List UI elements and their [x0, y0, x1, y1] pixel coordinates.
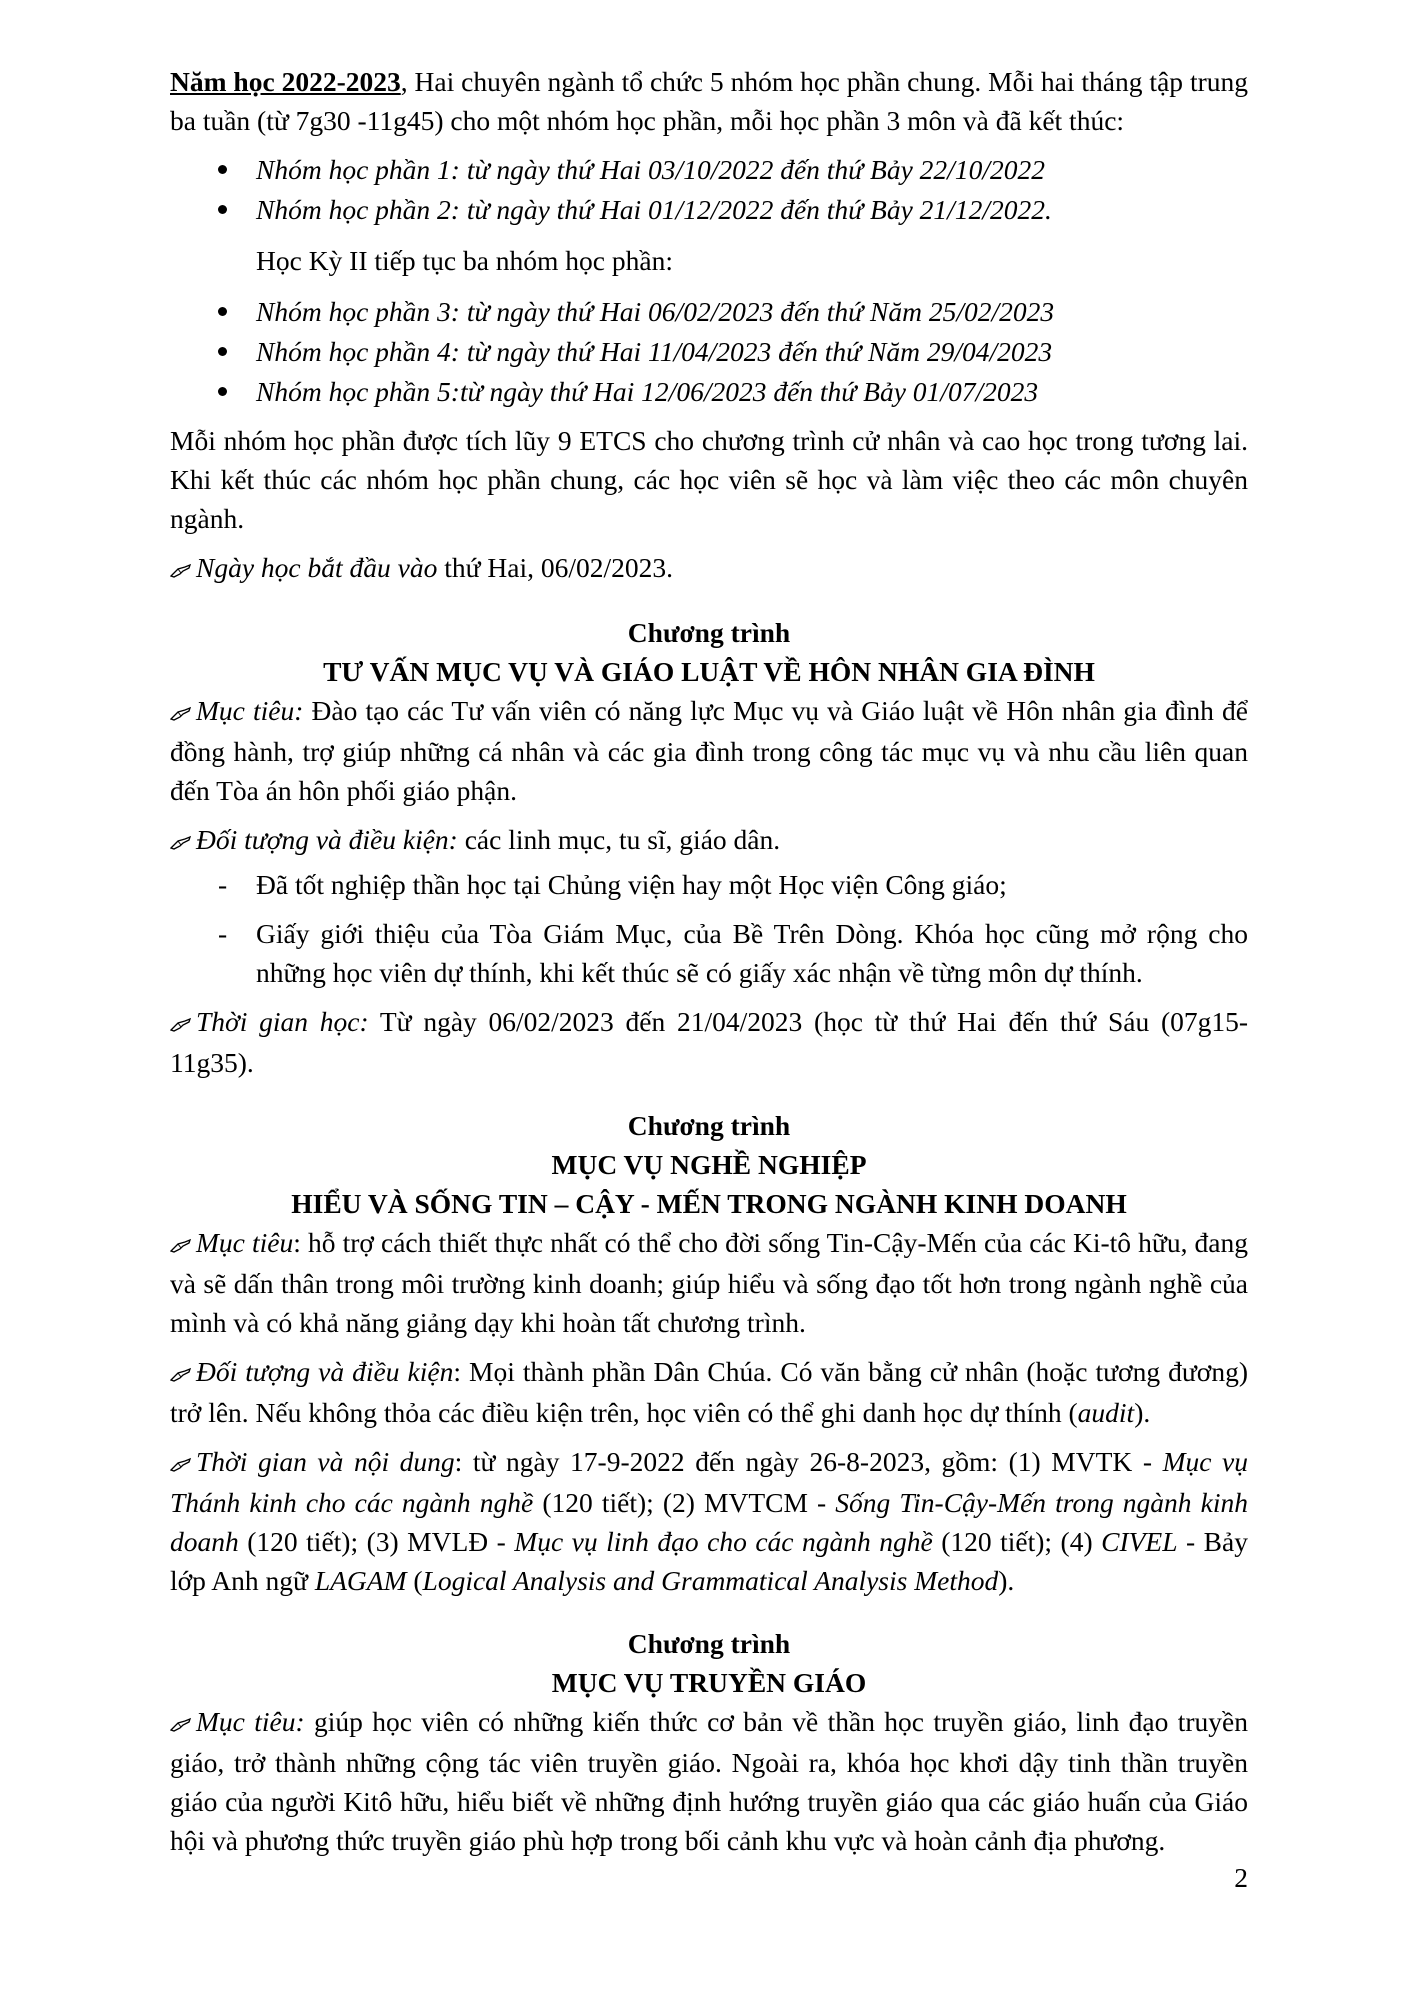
time-text: (120 tiết); (4): [932, 1526, 1102, 1557]
program2-title: [170, 1106, 1248, 1223]
program3-goal: [170, 1702, 1248, 1860]
program-subtitle: HIỂU VÀ SỐNG TIN – CẬY - MẾN TRONG NGÀNH KINH DOANH: [291, 1188, 1127, 1219]
start-label: Ngày học bắt đầu vào: [196, 552, 438, 583]
target-end: ).: [1134, 1397, 1151, 1428]
audit-term: audit: [1077, 1397, 1135, 1428]
program-heading: Chương trình: [627, 1110, 791, 1141]
program1-conditions: [170, 865, 1248, 992]
list-item: Nhóm học phần 2: từ ngày thứ Hai 01/12/2022 đến thứ Bảy 21/12/2022.: [170, 190, 1248, 229]
writing-hand-icon: [170, 550, 192, 589]
program-name: MỤC VỤ NGHỀ NGHIỆP: [551, 1149, 867, 1180]
start-date: [170, 548, 1248, 589]
page-number: 2: [1234, 1862, 1248, 1893]
time-text: (120 tiết); (3) MVLĐ -: [238, 1526, 515, 1557]
course-code: CIVEL: [1101, 1526, 1178, 1557]
ects-paragraph: Mỗi nhóm học phần được tích lũy 9 ETCS cho chương trình cử nhân và cao học trong tương lai. Khi kết thúc các nhóm học phần chung, các học viên sẽ học và làm việc theo các môn chuyên ngành.: [170, 425, 1248, 534]
program2-target: [170, 1352, 1248, 1432]
course-code: LAGAM: [314, 1565, 407, 1596]
school-year: Năm học 2022-2023: [170, 66, 401, 97]
semester2-list: [170, 292, 1248, 411]
course-name: Mục vụ Thánh kinh cho các ngành nghề: [170, 1446, 1248, 1518]
intro-text: , Hai chuyên ngành tổ chức 5 nhóm học phần chung. Mỗi hai tháng tập trung ba tuần (từ 7g30 -11g45) cho một nhóm học phần, mỗi học phần 3 môn và đã kết thúc:: [170, 66, 1248, 136]
course-name: Mục vụ linh đạo cho các ngành nghề: [514, 1526, 933, 1557]
writing-hand-icon: [170, 822, 192, 861]
writing-hand-icon: [170, 1354, 192, 1393]
target-text: các linh mục, tu sĩ, giáo dân.: [457, 824, 781, 855]
time-text: - Bảy lớp Anh ngữ: [170, 1526, 1248, 1596]
semester1-list: [170, 150, 1248, 229]
target-text: : Mọi thành phần Dân Chúa. Có văn bằng cử nhân (hoặc tương đương) trở lên. Nếu không thỏa các điều kiện trên, học viên có thể ghi danh học dự thính (: [170, 1356, 1248, 1428]
writing-hand-icon: [170, 1225, 192, 1264]
program3-title: [170, 1624, 1248, 1702]
time-label: Thời gian học:: [196, 1006, 369, 1037]
time-text: : từ ngày 17-9-2022 đến ngày 26-8-2023, gồm: (1) MVTK -: [454, 1446, 1163, 1477]
list-item: Nhóm học phần 3: từ ngày thứ Hai 06/02/2023 đến thứ Năm 25/02/2023: [170, 292, 1248, 331]
writing-hand-icon: [170, 693, 192, 732]
course-name: Logical Analysis and Grammatical Analysis Method: [422, 1565, 999, 1596]
goal-text: Đào tạo các Tư vấn viên có năng lực Mục vụ và Giáo luật về Hôn nhân gia đình để đồng hành, trợ giúp những cá nhân và các gia đình trong công tác mục vụ và nhu cầu liên quan đến Tòa án hôn phối giáo phận.: [170, 695, 1248, 806]
program-name: TƯ VẤN MỤC VỤ VÀ GIÁO LUẬT VỀ HÔN NHÂN GIA ĐÌNH: [323, 656, 1095, 687]
goal-text: giúp học viên có những kiến thức cơ bản về thần học truyền giáo, linh đạo truyền giáo, trở thành những cộng tác viên truyền giáo. Ngoài ra, khóa học khơi dậy tinh thần truyền giáo của người Kitô hữu, hiểu biết về những định hướng truyền giáo qua các giáo huấn của Giáo hội và phương thức truyền giáo phù hợp trong bối cảnh khu vực và hoàn cảnh địa phương.: [170, 1706, 1249, 1856]
list-item: Nhóm học phần 5:từ ngày thứ Hai 12/06/2023 đến thứ Bảy 01/07/2023: [170, 372, 1248, 411]
goal-label: Mục tiêu:: [196, 695, 304, 726]
time-text: (: [406, 1565, 423, 1596]
writing-hand-icon: [170, 1704, 192, 1743]
intro-paragraph: [170, 62, 1248, 140]
target-label: Đối tượng và điều kiện: [196, 1356, 454, 1387]
program-heading: Chương trình: [627, 1628, 791, 1659]
list-item: - Đã tốt nghiệp thần học tại Chủng viện hay một Học viện Công giáo;: [170, 865, 1248, 904]
program1-target: [170, 820, 1248, 861]
list-item: Nhóm học phần 4: từ ngày thứ Hai 11/04/2023 đến thứ Năm 29/04/2023: [170, 332, 1248, 371]
program1-goal: [170, 691, 1248, 810]
program1-title: [170, 613, 1248, 691]
writing-hand-icon: [170, 1004, 192, 1043]
goal-label: Mục tiêu: [196, 1227, 294, 1258]
list-item: - Giấy giới thiệu của Tòa Giám Mục, của Bề Trên Dòng. Khóa học cũng mở rộng cho những học viên dự thính, khi kết thúc sẽ có giấy xác nhận về từng môn dự thính.: [170, 914, 1248, 992]
goal-text: : hỗ trợ cách thiết thực nhất có thể cho đời sống Tin-Cậy-Mến của các Ki-tô hữu, đang và sẽ dấn thân trong môi trường kinh doanh; giúp hiểu và sống đạo tốt hơn trong ngành nghề của mình và có khả năng giảng dạy khi hoàn tất chương trình.: [170, 1227, 1248, 1338]
program-heading: Chương trình: [627, 617, 791, 648]
start-text: thứ Hai, 06/02/2023.: [437, 552, 674, 583]
program-name: MỤC VỤ TRUYỀN GIÁO: [551, 1667, 867, 1698]
time-text: (120 tiết); (2) MVTCM -: [533, 1487, 836, 1518]
course-name: Sống Tin-Cậy-Mến trong ngành kinh doanh: [170, 1487, 1248, 1557]
target-label: Đối tượng và điều kiện:: [196, 824, 458, 855]
program2-time: [170, 1442, 1248, 1600]
goal-label: Mục tiêu:: [196, 1706, 305, 1737]
time-label: Thời gian và nội dung: [196, 1446, 455, 1477]
writing-hand-icon: [170, 1444, 192, 1483]
list-item: Nhóm học phần 1: từ ngày thứ Hai 03/10/2022 đến thứ Bảy 22/10/2022: [170, 150, 1248, 189]
time-text: Từ ngày 06/02/2023 đến 21/04/2023 (học từ thứ Hai đến thứ Sáu (07g15-11g35).: [170, 1006, 1249, 1078]
program2-goal: [170, 1223, 1248, 1342]
time-text: ).: [998, 1565, 1015, 1596]
program1-time: [170, 1002, 1248, 1082]
semester2-intro: Học Kỳ II tiếp tục ba nhóm học phần:: [256, 245, 673, 276]
